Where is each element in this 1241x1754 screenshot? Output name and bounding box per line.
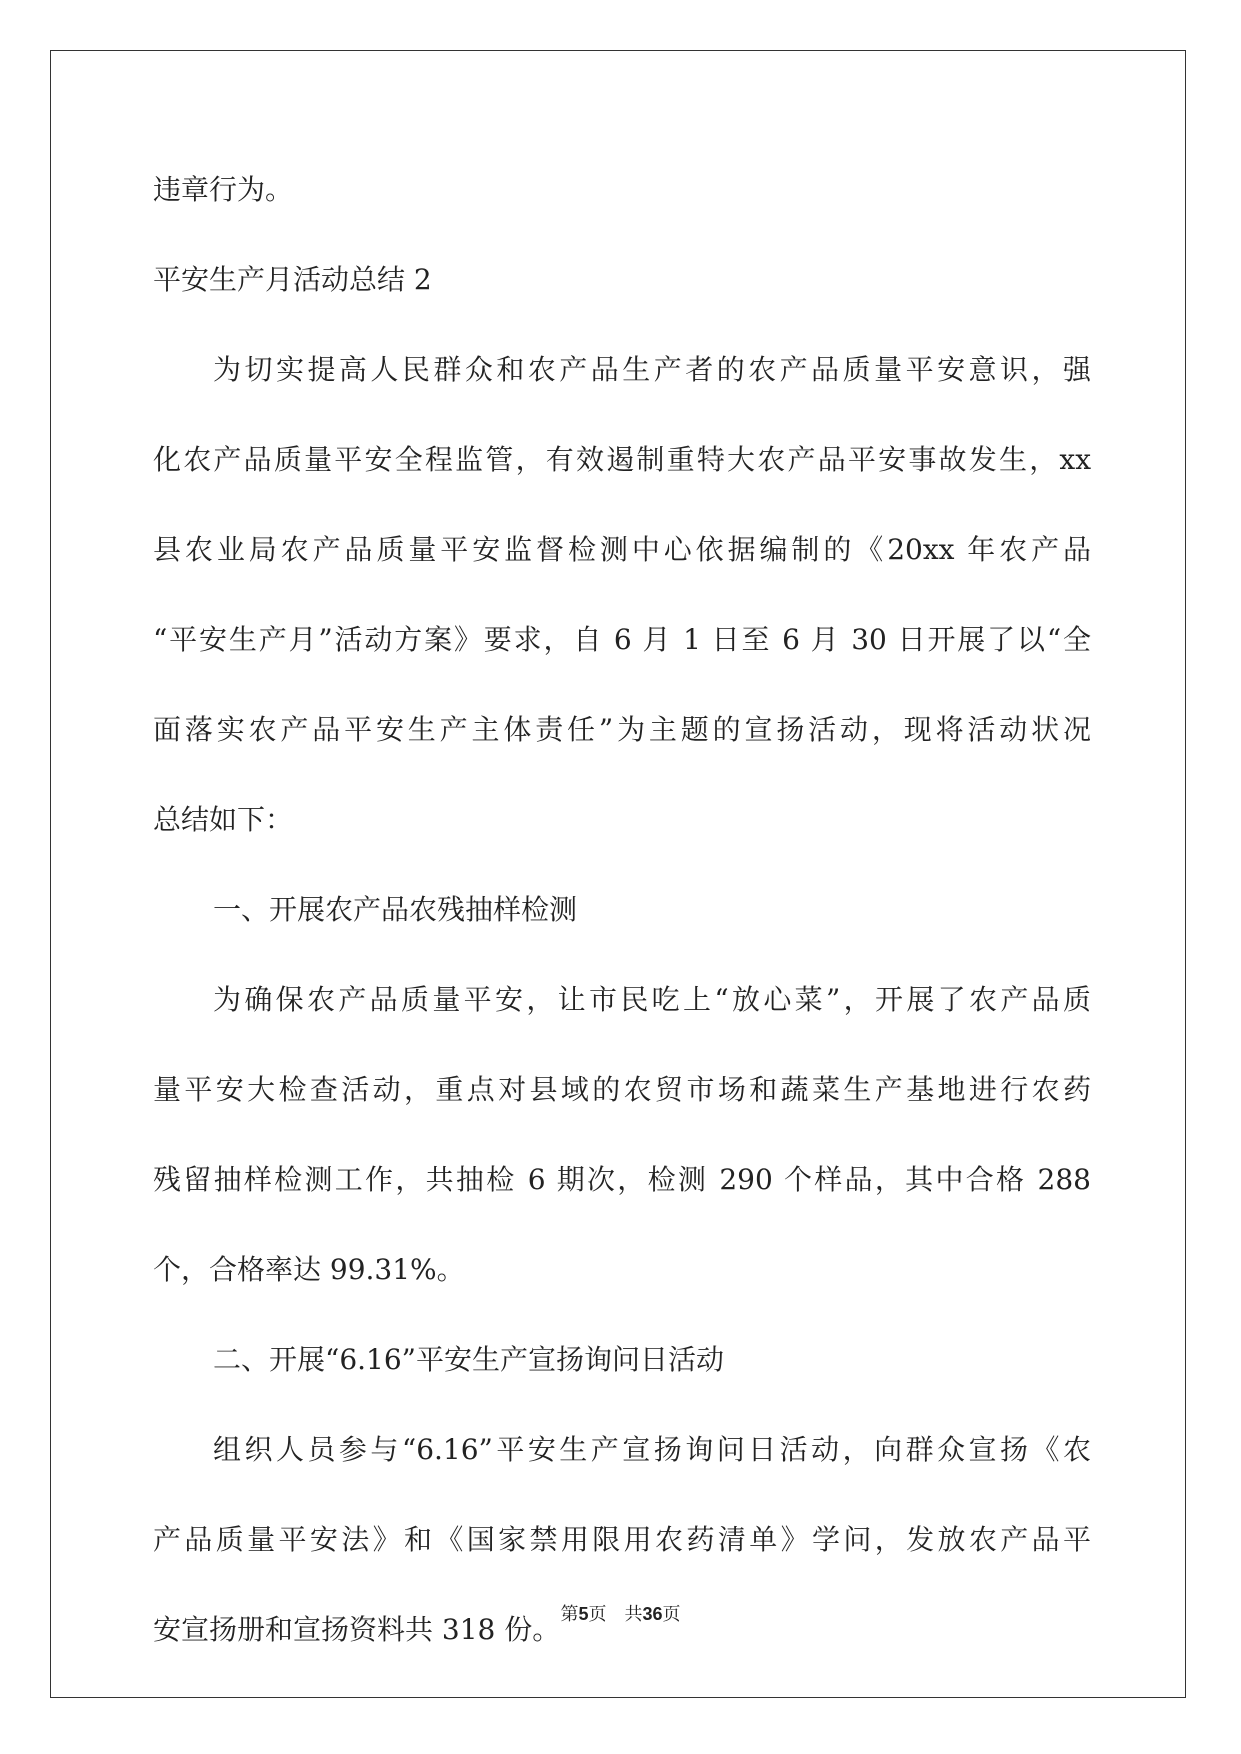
body-line: 违章行为。 [153,173,294,206]
document-body [153,160,1091,1690]
paragraph-line: 量平安大检查活动，重点对县域的农贸市场和蔬菜生产基地进行农药 [153,1073,1091,1106]
paragraph-line: 化农产品质量平安全程监管，有效遏制重特大农产品平安事故发生，xx [153,443,1091,476]
paragraph-line: 为切实提高人民群众和农产品生产者的农产品质量平安意识，强 [213,353,1091,386]
paragraph-line: 面落实农产品平安生产主体责任”为主题的宣扬活动，现将活动状况 [153,713,1091,746]
page-footer [0,1600,1241,1626]
paragraph-line: 产品质量平安法》和《国家禁用限用农药清单》学问，发放农产品平 [153,1523,1091,1556]
paragraph-line: 为确保农产品质量平安，让市民吃上“放心菜”，开展了农产品质 [213,983,1091,1016]
paragraph-line: “平安生产月”活动方案》要求，自 6 月 1 日至 6 月 30 日开展了以“全 [153,623,1091,656]
paragraph-line: 残留抽样检测工作，共抽检 6 期次，检测 290 个样品，其中合格 288 [153,1163,1091,1196]
subsection-heading: 二、开展“6.16”平安生产宣扬询问日活动 [213,1343,724,1376]
page-number: 5 [578,1604,589,1624]
total-suffix: 页 [662,1604,681,1625]
total-pages: 36 [642,1604,663,1624]
paragraph-line: 个，合格率达 99.31%。 [153,1253,465,1286]
subsection-heading: 一、开展农产品农残抽样检测 [213,893,578,926]
paragraph-line: 组织人员参与“6.16”平安生产宣扬询问日活动，向群众宣扬《农 [213,1433,1091,1466]
page-suffix: 页 [588,1604,607,1625]
paragraph-line: 安宣扬册和宣扬资料共 318 份。 [153,1613,561,1646]
paragraph-line: 总结如下： [153,803,294,836]
section-title: 平安生产月活动总结 2 [153,263,432,296]
total-prefix: 共 [624,1604,643,1625]
page-prefix: 第 [560,1604,579,1625]
paragraph-line: 县农业局农产品质量平安监督检测中心依据编制的《20xx 年农产品 [153,533,1091,566]
